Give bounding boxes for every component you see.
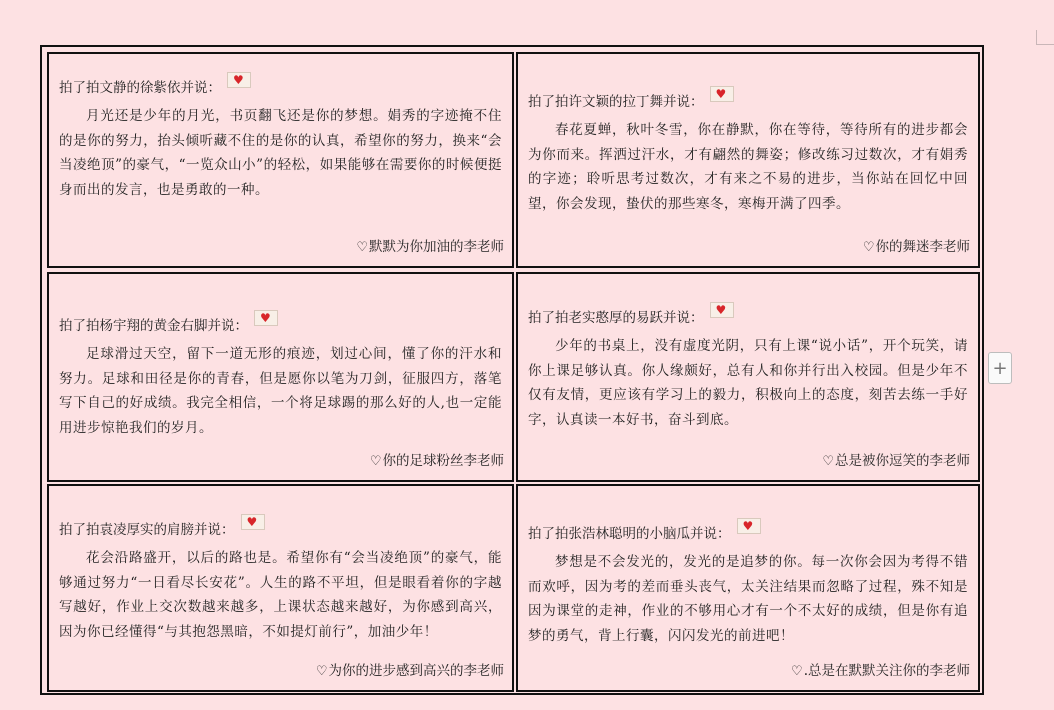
signature-text: 为你的进步感到高兴的李老师 bbox=[328, 663, 504, 679]
signature bbox=[316, 661, 504, 682]
heart-outline-icon: ♡ bbox=[315, 664, 328, 679]
comment-cell bbox=[47, 484, 514, 692]
signature-text: .总是在默默关注你的李老师 bbox=[803, 663, 970, 679]
envelope-heart-icon: ♥ bbox=[710, 302, 734, 318]
greeting-text: 拍了拍袁凌厚实的肩膀并说： bbox=[59, 522, 235, 538]
comment-body: 少年的书桌上，没有虚度光阴，只有上课“说小话”，开个玩笑，请你上课足够认真。你人缘颇好，总有人和你并行出入校园。但是少年不仅有友情，更应该有学习上的毅力，积极向上的态度，刻苦去练一手好字，认真读一本好书，奋斗到底。 bbox=[528, 338, 968, 428]
signature bbox=[863, 237, 970, 258]
comment-body: 月光还是少年的月光，书页翻飞还是你的梦想。娟秀的字迹掩不住的是你的努力，抬头倾听藏不住的是你的认真，希望你的努力，换来“会当凌绝顶”的豪气，“一览众山小”的轻松，如果能够在需要你的时候便挺身而出的发言，也是勇敢的一种。 bbox=[59, 108, 502, 198]
signature-text: 你的舞迷李老师 bbox=[875, 239, 970, 255]
greeting-text: 拍了拍杨宇翔的黄金右脚并说： bbox=[59, 318, 248, 334]
signature bbox=[370, 451, 504, 472]
heart-outline-icon: ♡ bbox=[862, 240, 875, 255]
signature-text: 你的足球粉丝李老师 bbox=[382, 453, 504, 469]
comment-cell bbox=[47, 272, 514, 482]
comment-body: 花会沿路盛开，以后的路也是。希望你有“会当凌绝顶”的豪气，能够通过努力“一日看尽长安花”。人生的路不平坦，但是眼看着你的字越写越好，作业上交次数越来越多，上课状态越来越好，为你感到高兴，因为你已经懂得“与其抱怨黑暗，不如提灯前行”，加油少年！ bbox=[59, 550, 502, 640]
envelope-heart-icon: ♥ bbox=[227, 72, 251, 88]
greeting-line bbox=[528, 302, 968, 330]
comment-cell bbox=[516, 484, 980, 692]
heart-outline-icon: ♡ bbox=[791, 664, 803, 679]
comment-body: 梦想是不会发光的，发光的是追梦的你。每一次你会因为考得不错而欢呼，因为考的差而垂头丧气，太关注结果而忽略了过程，殊不知是因为课堂的走神，作业的不够用心才有一个不太好的成绩，但是你有追梦的勇气，背上行囊，闪闪发光的前进吧！ bbox=[528, 554, 968, 644]
envelope-heart-icon: ♥ bbox=[241, 514, 265, 530]
comment-table bbox=[40, 45, 984, 695]
add-row-button[interactable]: + bbox=[988, 352, 1012, 384]
greeting-text: 拍了拍许文颖的拉丁舞并说： bbox=[528, 94, 704, 110]
signature bbox=[791, 661, 970, 682]
greeting-line bbox=[528, 518, 968, 546]
greeting-text: 拍了拍张浩林聪明的小脑瓜并说： bbox=[528, 526, 731, 542]
signature-text: 总是被你逗笑的李老师 bbox=[835, 453, 970, 469]
signature bbox=[356, 237, 504, 258]
comment-cell bbox=[516, 52, 980, 268]
comment-cell bbox=[47, 52, 514, 268]
signature bbox=[822, 451, 970, 472]
comment-body: 春花夏蝉，秋叶冬雪，你在静默，你在等待，等待所有的进步都会为你而来。挥洒过汗水，才有翩然的舞姿；修改练习过数次，才有娟秀的字迹；聆听思考过数次，才有来之不易的进步，当你站在回忆中回望，你会发现，蛰伏的那些寒冬，寒梅开满了四季。 bbox=[528, 122, 968, 212]
heart-outline-icon: ♡ bbox=[369, 454, 382, 469]
envelope-heart-icon: ♥ bbox=[737, 518, 761, 534]
comment-body: 足球滑过天空，留下一道无形的痕迹，划过心间，懂了你的汗水和努力。足球和田径是你的青春，但是愿你以笔为刀剑，征服四方，落笔写下自己的好成绩。我完全相信，一个将足球踢的那么好的人,也一定能用进步惊艳我们的岁月。 bbox=[59, 346, 502, 436]
heart-outline-icon: ♡ bbox=[356, 240, 368, 255]
envelope-heart-icon: ♥ bbox=[254, 310, 278, 326]
greeting-line bbox=[528, 86, 968, 114]
greeting-text: 拍了拍文静的徐紫依并说： bbox=[59, 80, 221, 96]
envelope-heart-icon: ♥ bbox=[710, 86, 734, 102]
greeting-line bbox=[59, 310, 502, 338]
signature-text: 默默为你加油的李老师 bbox=[369, 239, 504, 255]
greeting-line bbox=[59, 514, 502, 542]
comment-cell bbox=[516, 272, 980, 482]
heart-outline-icon: ♡ bbox=[822, 454, 834, 469]
greeting-line bbox=[59, 72, 502, 100]
page-corner-mark bbox=[1036, 30, 1054, 45]
greeting-text: 拍了拍老实憨厚的易跃并说： bbox=[528, 310, 704, 326]
